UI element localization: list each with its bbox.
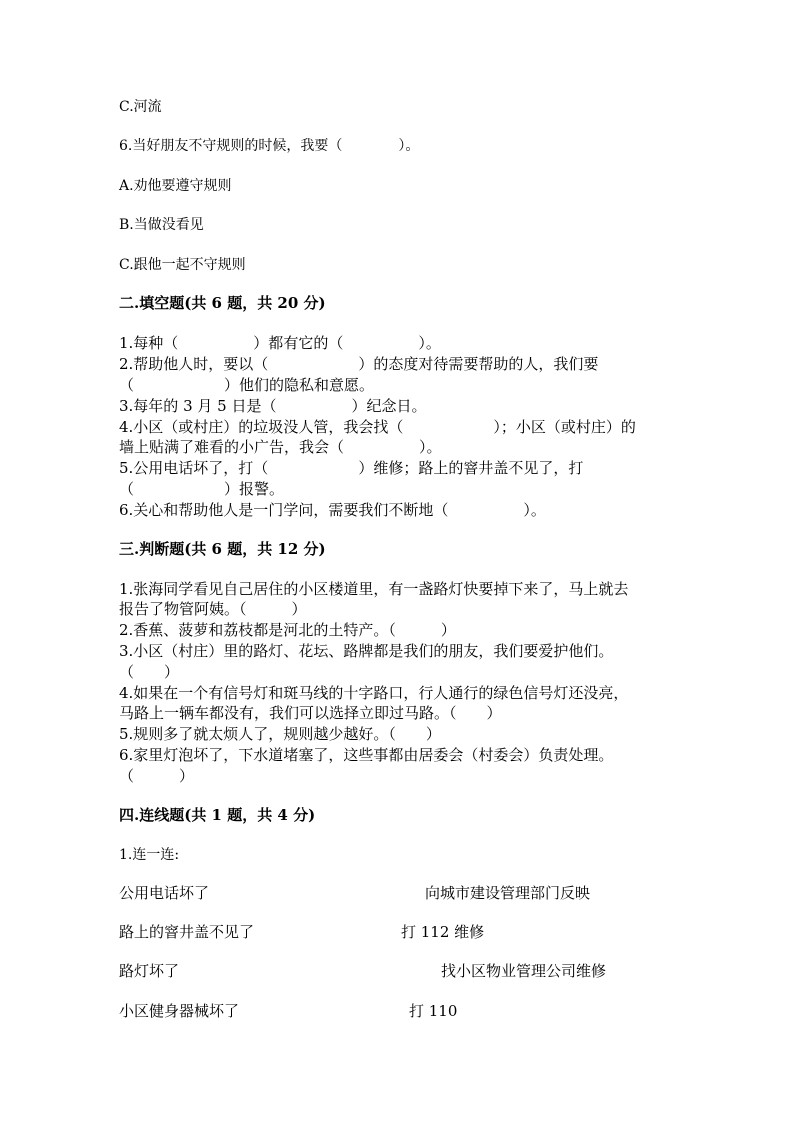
judge-line: 马路上一辆车都没有，我们可以选择立即过马路。（ ） bbox=[119, 704, 502, 722]
fill-line: 6.关心和帮助他人是一门学问，需要我们不断地（ ）。 bbox=[119, 501, 546, 519]
match-question: 1.连一连: bbox=[119, 847, 180, 863]
q6-option-b: B.当做没看见 bbox=[119, 217, 204, 233]
fill-line: （ ）他们的隐私和意愿。 bbox=[119, 376, 375, 394]
section3-title: 三.判断题(共 6 题，共 12 分) bbox=[119, 540, 326, 558]
match-left-item: 小区健身器械坏了 bbox=[119, 1002, 240, 1020]
judge-line: 4.如果在一个有信号灯和斑马线的十字路口，行人通行的绿色信号灯还没亮， bbox=[119, 684, 629, 702]
match-left-item: 路上的窨井盖不见了 bbox=[119, 923, 255, 941]
fill-line: 3.每年的 3 月 5 日是（ ）纪念日。 bbox=[119, 397, 427, 415]
q5-option-c: C.河流 bbox=[119, 99, 162, 115]
q6-option-c: C.跟他一起不守规则 bbox=[119, 257, 246, 273]
judge-line: 6.家里灯泡坏了，下水道堵塞了，这些事都由居委会（村委会）负责处理。 bbox=[119, 746, 614, 764]
q6-option-a: A.劝他要遵守规则 bbox=[119, 178, 232, 194]
fill-line: （ ）报警。 bbox=[119, 480, 285, 498]
fill-line: 4.小区（或村庄）的垃圾没人管，我会找（ ）；小区（或村庄）的 bbox=[119, 418, 636, 436]
match-right-item: 打 112 维修 bbox=[401, 923, 485, 941]
judge-line: （ ） bbox=[119, 663, 180, 681]
match-left-item: 公用电话坏了 bbox=[119, 884, 210, 902]
match-right-item: 找小区物业管理公司维修 bbox=[441, 962, 607, 980]
match-right-item: 向城市建设管理部门反映 bbox=[425, 884, 591, 902]
fill-line: 墙上贴满了难看的小广告，我会（ ）。 bbox=[119, 438, 442, 456]
fill-line: 5.公用电话坏了，打（ ）维修；路上的窨井盖不见了，打 bbox=[119, 459, 584, 477]
judge-line: 2.香蕉、菠萝和荔枝都是河北的土特产。（ ） bbox=[119, 621, 456, 639]
judge-line: 报告了物管阿姨。（ ） bbox=[119, 600, 307, 618]
section2-title: 二.填空题(共 6 题，共 20 分) bbox=[119, 294, 326, 312]
fill-line: 2.帮助他人时，要以（ ）的态度对待需要帮助的人，我们要 bbox=[119, 355, 599, 373]
judge-line: （ ） bbox=[119, 767, 195, 785]
match-left-item: 路灯坏了 bbox=[119, 962, 180, 980]
match-right-item: 打 110 bbox=[409, 1002, 458, 1020]
q6-stem: 6.当好朋友不守规则的时候，我要（ ）。 bbox=[119, 138, 420, 154]
section4-title: 四.连线题(共 1 题，共 4 分) bbox=[119, 806, 316, 824]
judge-line: 5.规则多了就太烦人了，规则越少越好。（ ） bbox=[119, 725, 441, 743]
fill-line: 1.每种（ ）都有它的（ ）。 bbox=[119, 334, 441, 352]
judge-line: 1.张海同学看见自己居住的小区楼道里，有一盏路灯快要掉下来了，马上就去 bbox=[119, 580, 629, 598]
judge-line: 3.小区（村庄）里的路灯、花坛、路牌都是我们的朋友，我们要爱护他们。 bbox=[119, 642, 614, 660]
